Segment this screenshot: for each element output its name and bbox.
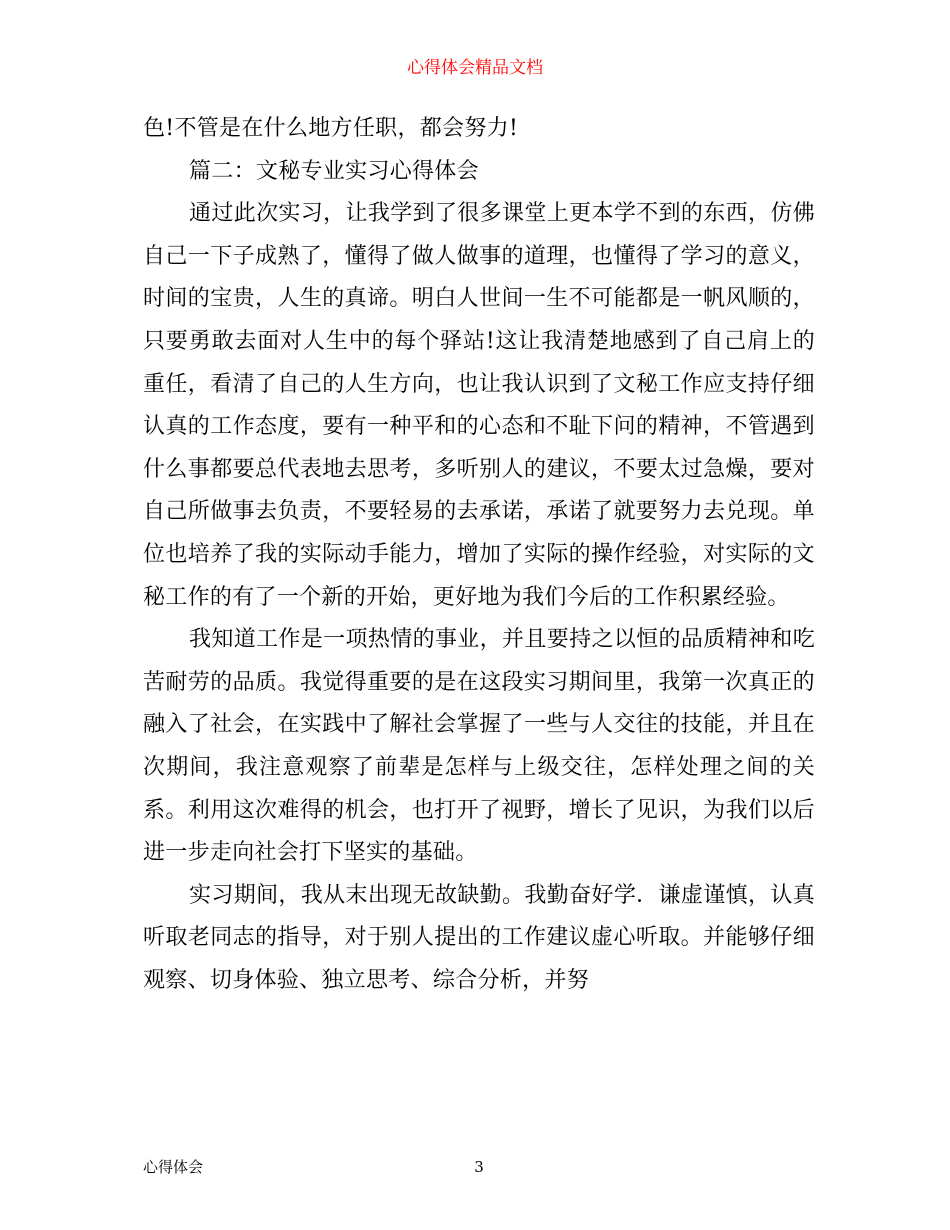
paragraph-continuation: 色!不管是在什么地方任职，都会努力! bbox=[143, 116, 519, 141]
paragraph: 通过此次实习，让我学到了很多课堂上更本学不到的东西，仿佛自己一下子成熟了，懂得了做人做事的道理，也懂得了学习的意义，时间的宝贵，人生的真谛。明白人世间一生不可能都是一帆风顺的，只要勇敢去面对人生中的每个驿站!这让我清楚地感到了自己肩上的重任，看清了自己的人生方向，也让我认识到了文秘工作应支持仔细认真的工作态度，要有一种平和的心态和不耻下问的精神，不管遇到什么事都要总代表地去思考，多听别人的建议，不要太过急燥，要对自己所做事去负责，不要轻易的去承诺，承诺了就要努力去兑现。单位也培养了我的实际动手能力，增加了实际的操作经验，对实际的文秘工作的有了一个新的开始，更好地为我们今后的工作积累经验。 bbox=[143, 201, 815, 610]
page-number: 3 bbox=[474, 1158, 484, 1176]
paragraph: 我知道工作是一项热情的事业，并且要持之以恒的品质精神和吃苦耐劳的品质。我觉得重要的是在这段实习期间里，我第一次真正的融入了社会，在实践中了解社会掌握了一些与人交往的技能，并且在次期间，我注意观察了前辈是怎样与上级交往，怎样处理之间的关系。利用这次难得的机会，也打开了视野，增长了见识，为我们以后进一步走向社会打下坚实的基础。 bbox=[143, 627, 815, 866]
footer-label: 心得体会 bbox=[143, 1158, 204, 1176]
page-header-title: 心得体会精品文档 bbox=[407, 58, 543, 78]
section-heading: 篇二：文秘专业实习心得体会 bbox=[189, 158, 479, 184]
page-footer bbox=[143, 1156, 815, 1178]
document-body bbox=[143, 108, 815, 1002]
paragraph: 实习期间，我从末出现无故缺勤。我勤奋好学．谦虚谨慎，认真听取老同志的指导，对于别人提出的工作建议虚心听取。并能够仔细观察、切身体验、独立思考、综合分析，并努 bbox=[143, 882, 815, 993]
